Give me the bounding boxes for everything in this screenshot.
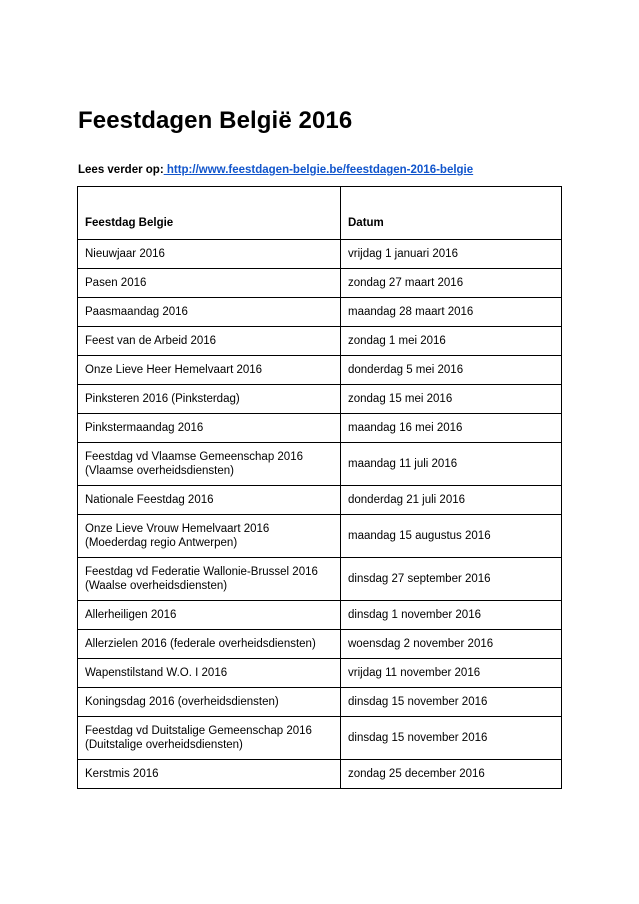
table-row [78, 717, 562, 760]
table-row [78, 688, 562, 717]
holiday-name-cell [78, 486, 341, 515]
table-header-row [78, 187, 562, 240]
holiday-note: (Duitstalige overheidsdiensten) [85, 739, 243, 751]
holiday-name-cell [78, 269, 341, 298]
holiday-name: Feest van de Arbeid 2016 [85, 335, 217, 347]
column-header-holiday: Feestdag Belgie [78, 187, 341, 240]
holiday-name-cell [78, 760, 341, 789]
holiday-date-cell: dinsdag 1 november 2016 [341, 601, 562, 630]
holiday-name-cell [78, 515, 341, 558]
holiday-name-cell [78, 385, 341, 414]
table-row [78, 486, 562, 515]
holiday-name-cell [78, 298, 341, 327]
holiday-name-cell [78, 558, 341, 601]
table-row [78, 443, 562, 486]
holiday-name-cell [78, 356, 341, 385]
holiday-name-cell [78, 443, 341, 486]
holiday-name: Allerheiligen 2016 [85, 609, 177, 621]
holiday-date-cell: woensdag 2 november 2016 [341, 630, 562, 659]
table-row [78, 298, 562, 327]
holiday-name: Onze Lieve Heer Hemelvaart 2016 [85, 364, 263, 376]
table-row [78, 327, 562, 356]
table-body [78, 240, 562, 789]
holiday-name: Nieuwjaar 2016 [85, 248, 165, 260]
table-row [78, 760, 562, 789]
holiday-note: (Vlaamse overheidsdiensten) [85, 465, 234, 477]
holiday-date-cell: maandag 15 augustus 2016 [341, 515, 562, 558]
holiday-date-cell: dinsdag 27 september 2016 [341, 558, 562, 601]
holiday-date-cell: maandag 11 juli 2016 [341, 443, 562, 486]
holiday-name: Kerstmis 2016 [85, 768, 159, 780]
holiday-name: Pinkstermaandag 2016 [85, 422, 204, 434]
holiday-name-cell [78, 601, 341, 630]
holiday-date-cell: dinsdag 15 november 2016 [341, 688, 562, 717]
holiday-name-cell [78, 327, 341, 356]
holiday-name: Koningsdag 2016 (overheidsdiensten) [85, 696, 279, 708]
holiday-name-cell [78, 630, 341, 659]
table-row [78, 515, 562, 558]
holiday-name-cell [78, 717, 341, 760]
table-row [78, 356, 562, 385]
table-row [78, 414, 562, 443]
holiday-date-cell: maandag 28 maart 2016 [341, 298, 562, 327]
table-row [78, 601, 562, 630]
holiday-name: Onze Lieve Vrouw Hemelvaart 2016 [85, 523, 270, 535]
holiday-date-cell: donderdag 5 mei 2016 [341, 356, 562, 385]
page-title: Feestdagen België 2016 [78, 107, 353, 134]
column-header-date: Datum [341, 187, 562, 240]
source-label: Lees verder op: [78, 164, 164, 176]
holiday-name: Allerzielen 2016 (federale overheidsdiensten) [85, 638, 316, 650]
holiday-name-cell [78, 688, 341, 717]
holiday-name-cell [78, 659, 341, 688]
holiday-date-cell: zondag 27 maart 2016 [341, 269, 562, 298]
holiday-name: Wapenstilstand W.O. I 2016 [85, 667, 228, 679]
holiday-name: Feestdag vd Federatie Wallonie-Brussel 2016 [85, 566, 318, 578]
holiday-date-cell: maandag 16 mei 2016 [341, 414, 562, 443]
source-link[interactable]: http://www.feestdagen-belgie.be/feestdagen-2016-belgie [163, 164, 474, 176]
holiday-date-cell: dinsdag 15 november 2016 [341, 717, 562, 760]
table-row [78, 659, 562, 688]
holiday-date-cell: zondag 15 mei 2016 [341, 385, 562, 414]
holiday-name-cell [78, 240, 341, 269]
holiday-note: (Moederdag regio Antwerpen) [85, 537, 238, 549]
holiday-date-cell: vrijdag 1 januari 2016 [341, 240, 562, 269]
holiday-date-cell: vrijdag 11 november 2016 [341, 659, 562, 688]
holiday-name: Feestdag vd Vlaamse Gemeenschap 2016 [85, 451, 303, 463]
holiday-name-cell [78, 414, 341, 443]
source-line [78, 162, 473, 178]
table-row [78, 240, 562, 269]
table-row [78, 385, 562, 414]
table-row [78, 269, 562, 298]
holiday-name: Feestdag vd Duitstalige Gemeenschap 2016 [85, 725, 312, 737]
holiday-date-cell: zondag 25 december 2016 [341, 760, 562, 789]
holiday-name: Nationale Feestdag 2016 [85, 494, 214, 506]
holiday-date-cell: zondag 1 mei 2016 [341, 327, 562, 356]
table-row [78, 630, 562, 659]
holiday-note: (Waalse overheidsdiensten) [85, 580, 228, 592]
table-row [78, 558, 562, 601]
holiday-date-cell: donderdag 21 juli 2016 [341, 486, 562, 515]
holiday-name: Paasmaandag 2016 [85, 306, 188, 318]
holiday-name: Pasen 2016 [85, 277, 147, 289]
holidays-table [77, 186, 562, 789]
holiday-name: Pinksteren 2016 (Pinksterdag) [85, 393, 240, 405]
